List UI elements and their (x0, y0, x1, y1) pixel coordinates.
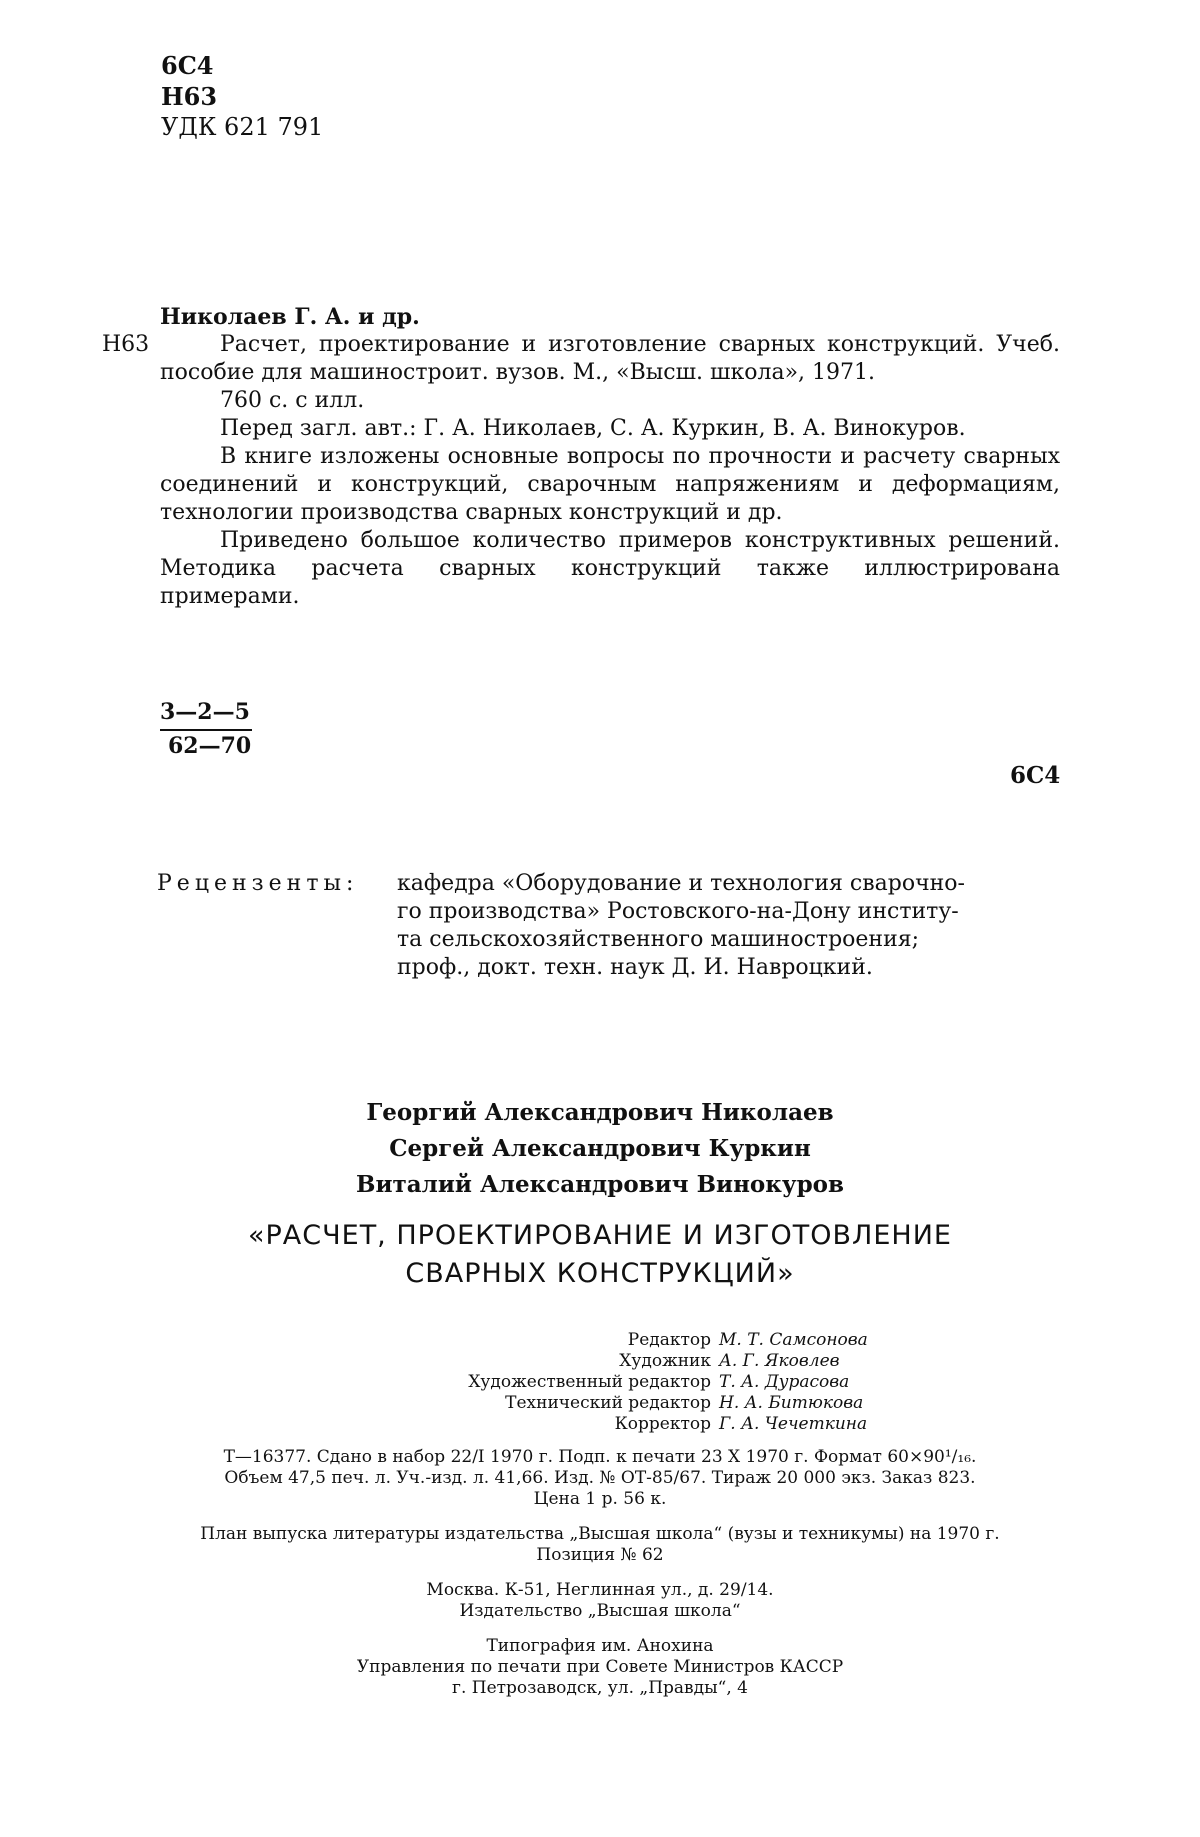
entry-abstract-2: Приведено большое количество примеров конструктивных решений. Методика расчета сварных конструкций также иллюстрирована примерами. (160, 528, 1060, 609)
imprint-price: Цена 1 р. 56 к. (533, 1489, 667, 1509)
staff-person: Г. А. Чечеткина (719, 1414, 868, 1434)
imprint-line: Издательство „Высшая школа“ (459, 1601, 741, 1621)
staff-person: Т. А. Дурасова (719, 1372, 850, 1392)
right-classification-code: 6С4 (1010, 762, 1061, 789)
imprint-line: Позиция № 62 (536, 1545, 664, 1565)
author-name: Георгий Александрович Николаев (366, 1099, 834, 1126)
entry-author-mark: Н63 (102, 332, 150, 357)
classification-block (161, 50, 323, 143)
imprint-line: Москва. К-51, Неглинная ул., д. 29/14. (426, 1580, 774, 1600)
staff-role: Художник (619, 1351, 711, 1371)
staff-role: Редактор (627, 1330, 711, 1350)
entry-abstract-1: В книге изложены основные вопросы по прочности и расчету сварных соединений и конструкций, сварочным напряжениям и деформациям, технологии производства сварных конструкций и др. (160, 444, 1060, 525)
staff-role: Корректор (614, 1414, 711, 1434)
reviewers-block (157, 870, 1067, 982)
staff-person: А. Г. Яковлев (719, 1351, 840, 1371)
imprint-line: План выпуска литературы издательства „Высшая школа“ (вузы и техникумы) на 1970 г. (200, 1524, 1000, 1544)
bbk-code: 6С4 (161, 51, 214, 80)
entry-author: Николаев Г. А. и др. (160, 304, 420, 330)
bibliographic-entry (102, 303, 1060, 611)
imprint-line: Т—16377. Сдано в набор 22/I 1970 г. Подп. к печати 23 X 1970 г. Формат 60×90¹/₁₆. (223, 1447, 977, 1467)
author-name: Сергей Александрович Куркин (389, 1135, 811, 1162)
author-mark: Н63 (161, 82, 218, 111)
reviewers-line: та сельскохозяйственного машиностроения; (397, 927, 920, 952)
order-fraction (160, 697, 252, 761)
staff-row (0, 1330, 1200, 1351)
reviewers-line: кафедра «Оборудование и технология сварочно- (397, 871, 965, 896)
reviewers-label: Рецензенты: (157, 871, 359, 896)
book-title (0, 1217, 1200, 1293)
fraction-numerator: 3—2—5 (160, 697, 252, 731)
imprint-block (0, 1447, 1200, 1699)
udc-code: УДК 621 791 (161, 113, 324, 141)
entry-title-line: Расчет, проектирование и изготовление сварных конструкций. Учеб. пособие для машиностроит. вузов. М., «Высш. школа», 1971. (160, 332, 1060, 385)
entry-authors-note: Перед загл. авт.: Г. А. Николаев, С. А. Куркин, В. А. Винокуров. (220, 416, 966, 441)
book-title-line: «РАСЧЕТ, ПРОЕКТИРОВАНИЕ И ИЗГОТОВЛЕНИЕ (248, 1220, 952, 1251)
staff-row (0, 1414, 1200, 1435)
imprint-line: г. Петрозаводск, ул. „Правды“, 4 (452, 1678, 748, 1698)
fraction-denominator: 62—70 (168, 733, 252, 759)
staff-role: Технический редактор (505, 1393, 711, 1413)
imprint-line: Типография им. Анохина (486, 1636, 714, 1656)
authors-full-names (0, 1095, 1200, 1203)
staff-row (0, 1372, 1200, 1393)
staff-row (0, 1393, 1200, 1414)
editorial-staff (0, 1330, 1200, 1435)
book-title-line: СВАРНЫХ КОНСТРУКЦИЙ» (405, 1258, 795, 1289)
staff-row (0, 1351, 1200, 1372)
author-name: Виталий Александрович Винокуров (356, 1171, 844, 1198)
staff-person: Н. А. Битюкова (719, 1393, 864, 1413)
staff-role: Художественный редактор (468, 1372, 711, 1392)
staff-person: М. Т. Самсонова (719, 1330, 868, 1350)
imprint-line: Объем 47,5 печ. л. Уч.-изд. л. 41,66. Изд. № ОТ-85/67. Тираж 20 000 экз. Заказ 823. (224, 1468, 976, 1488)
imprint-line: Управления по печати при Совете Министров КАССР (356, 1657, 844, 1677)
entry-pages: 760 с. с илл. (220, 388, 365, 413)
reviewers-line: го производства» Ростовского-на-Дону институ- (397, 899, 959, 924)
reviewers-line: проф., докт. техн. наук Д. И. Навроцкий. (397, 955, 873, 980)
